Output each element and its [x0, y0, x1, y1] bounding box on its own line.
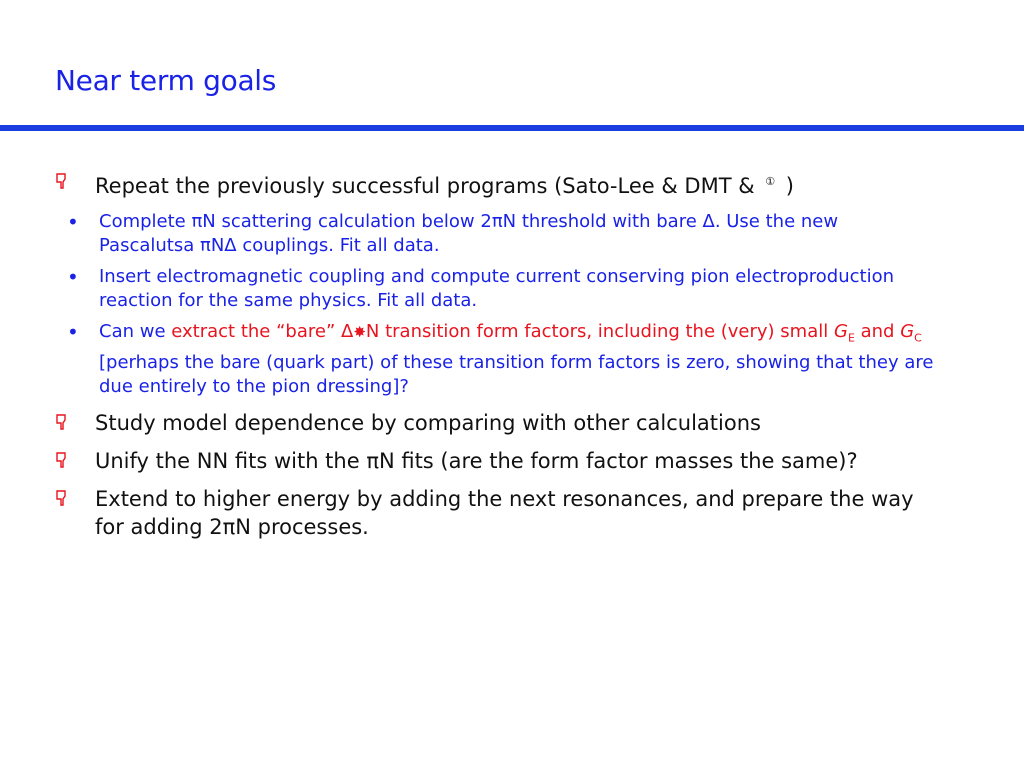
sub-bullet-2-text: Insert electromagnetic coupling and compute current conserving pion electroproduction reaction for the same physics. Fit all data.: [99, 266, 895, 311]
bullet-item-4: [55, 485, 935, 541]
dot-bullet-icon: •: [67, 265, 79, 289]
bullet-item-1: [55, 168, 935, 200]
bullet-item-3: [55, 447, 935, 475]
sub-bullet-item-1: [55, 210, 935, 258]
hollow-outline-bullet-icon: [55, 173, 67, 189]
sub-bullet-3-part1: Can we: [99, 321, 172, 342]
bullet-1-text: Repeat the previously successful programs (Sato-Lee & DMT &: [95, 174, 762, 198]
bullet-list: [55, 168, 935, 551]
ge-subscript: E: [847, 331, 855, 345]
hollow-outline-bullet-icon: [55, 490, 67, 506]
sub-bullet-3-part4: [perhaps the bare (quark part) of these transition form factors is zero, showing that they are due entirely to the pion dressing]?: [99, 351, 934, 397]
circled-one-mark: ①: [765, 175, 776, 188]
bullet-3-text: Unify the NN fits with the πN fits (are the form factor masses the same)?: [95, 448, 858, 473]
hollow-outline-bullet-icon: [55, 452, 67, 468]
and-word: and: [854, 321, 901, 342]
bullet-item-2: [55, 409, 935, 437]
dot-bullet-icon: •: [67, 320, 79, 344]
ge-symbol: G: [833, 321, 848, 342]
gc-symbol: G: [900, 321, 915, 342]
sub-bullet-3-part2: extract the “bare” Δ: [171, 321, 354, 342]
gc-subscript: C: [914, 331, 922, 345]
sub-bullet-item-3: [55, 320, 935, 399]
bullet-2-text: Study model dependence by comparing with other calculations: [95, 410, 761, 435]
bullet-1-text-end: ): [779, 174, 794, 198]
hollow-outline-bullet-icon: [55, 414, 67, 430]
sub-bullet-item-2: [55, 265, 935, 313]
slide-title: Near term goals: [55, 64, 277, 97]
sub-bullet-3-part3: N transition form factors, including the (very) small: [365, 321, 834, 342]
star-icon: ✸: [353, 323, 366, 341]
bullet-4-text: Extend to higher energy by adding the next resonances, and prepare the way for adding 2πN processes.: [95, 486, 914, 539]
sub-bullet-1-text: Complete πN scattering calculation below 2πN threshold with bare Δ. Use the new Pascalutsa πNΔ couplings. Fit all data.: [99, 211, 839, 256]
dot-bullet-icon: •: [67, 210, 79, 234]
title-divider: [0, 125, 1024, 131]
sub-bullet-list: [55, 210, 935, 399]
